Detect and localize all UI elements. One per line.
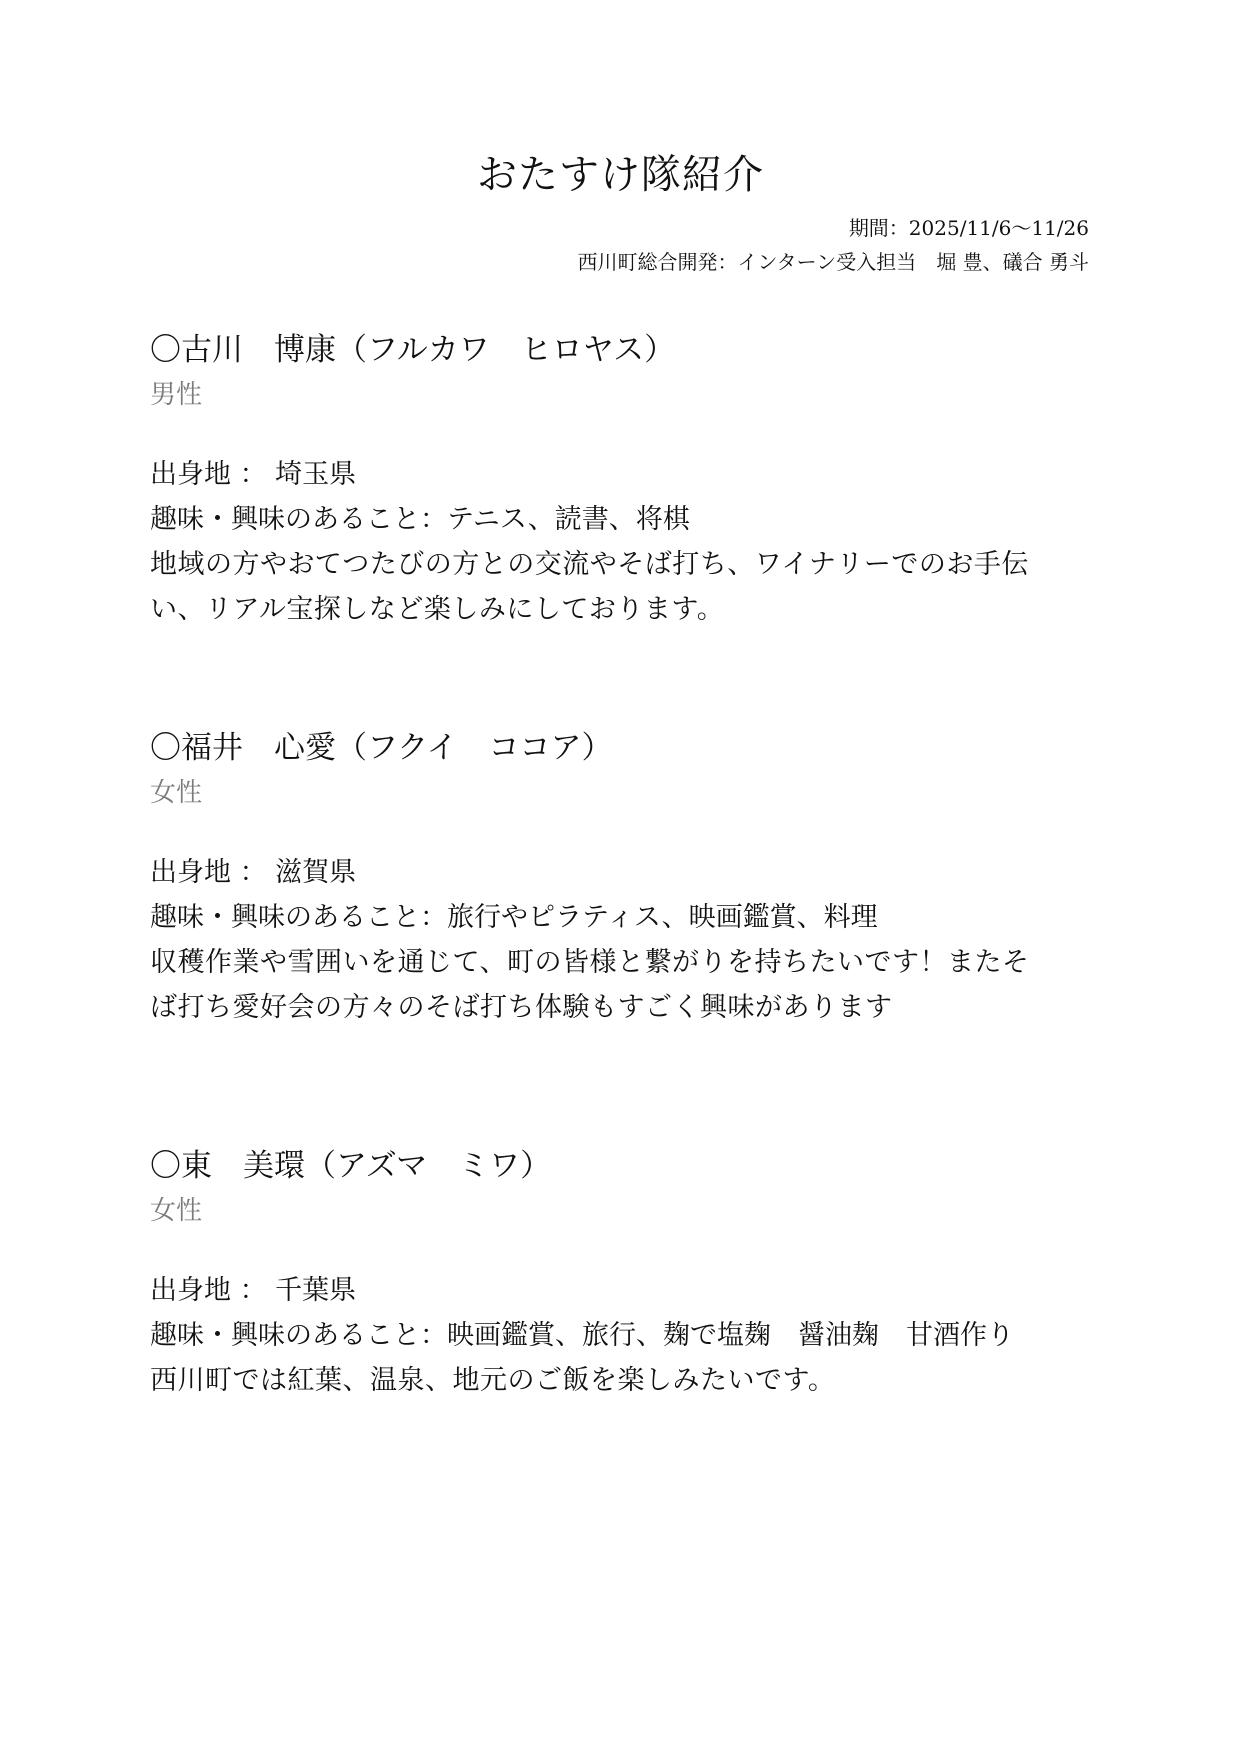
profile-card xyxy=(150,330,1090,632)
profile-card xyxy=(150,728,1090,1030)
profile-hobbies: 趣味・興味のあること：旅行やピラティス、映画鑑賞、料理 xyxy=(150,902,878,933)
profile-message-line: 地域の方やおてつたびの方との交流やそば打ち、ワイナリーでのお手伝 xyxy=(150,549,1029,580)
profile-card xyxy=(150,1146,1090,1403)
profile-name: 〇福井 心愛（フクイ ココア） xyxy=(150,730,613,766)
profile-details xyxy=(150,850,1090,1030)
profile-hometown: 出身地 ： 滋賀県 xyxy=(150,857,357,888)
profile-message-line: 西川町では紅葉、温泉、地元のご飯を楽しみたいです。 xyxy=(150,1365,836,1396)
profile-details xyxy=(150,452,1090,632)
profile-message-line: い、リアル宝探しなど楽しみにしております。 xyxy=(150,594,725,625)
profile-name: 〇古川 博康（フルカワ ヒロヤス） xyxy=(150,332,676,368)
profile-message-line: ば打ち愛好会の方々のそば打ち体験もすごく興味があります xyxy=(150,992,893,1023)
profile-gender: 女性 xyxy=(150,1196,203,1226)
profile-name: 〇東 美環（アズマ ミワ） xyxy=(150,1148,552,1184)
profile-hometown: 出身地 ： 千葉県 xyxy=(150,1275,357,1306)
period-text: 期間：2025/11/6〜11/26 xyxy=(848,216,1089,240)
profile-hobbies: 趣味・興味のあること：テニス、読書、将棋 xyxy=(150,504,690,535)
profile-message-line: 収穫作業や雪囲いを通じて、町の皆様と繋がりを持ちたいです！またそ xyxy=(150,947,1030,978)
profile-gender: 女性 xyxy=(150,778,203,808)
profile-hobbies: 趣味・興味のあること：映画鑑賞、旅行、麹で塩麹 醤油麹 甘酒作り xyxy=(150,1320,1014,1351)
profile-hometown: 出身地 ： 埼玉県 xyxy=(150,459,357,490)
profile-details xyxy=(150,1268,1090,1403)
profile-gender: 男性 xyxy=(150,380,203,410)
page-title: おたすけ隊紹介 xyxy=(477,152,764,198)
organizer-text: 西川町総合開発：インターン受入担当 堀 豊、礒合 勇斗 xyxy=(577,250,1089,274)
